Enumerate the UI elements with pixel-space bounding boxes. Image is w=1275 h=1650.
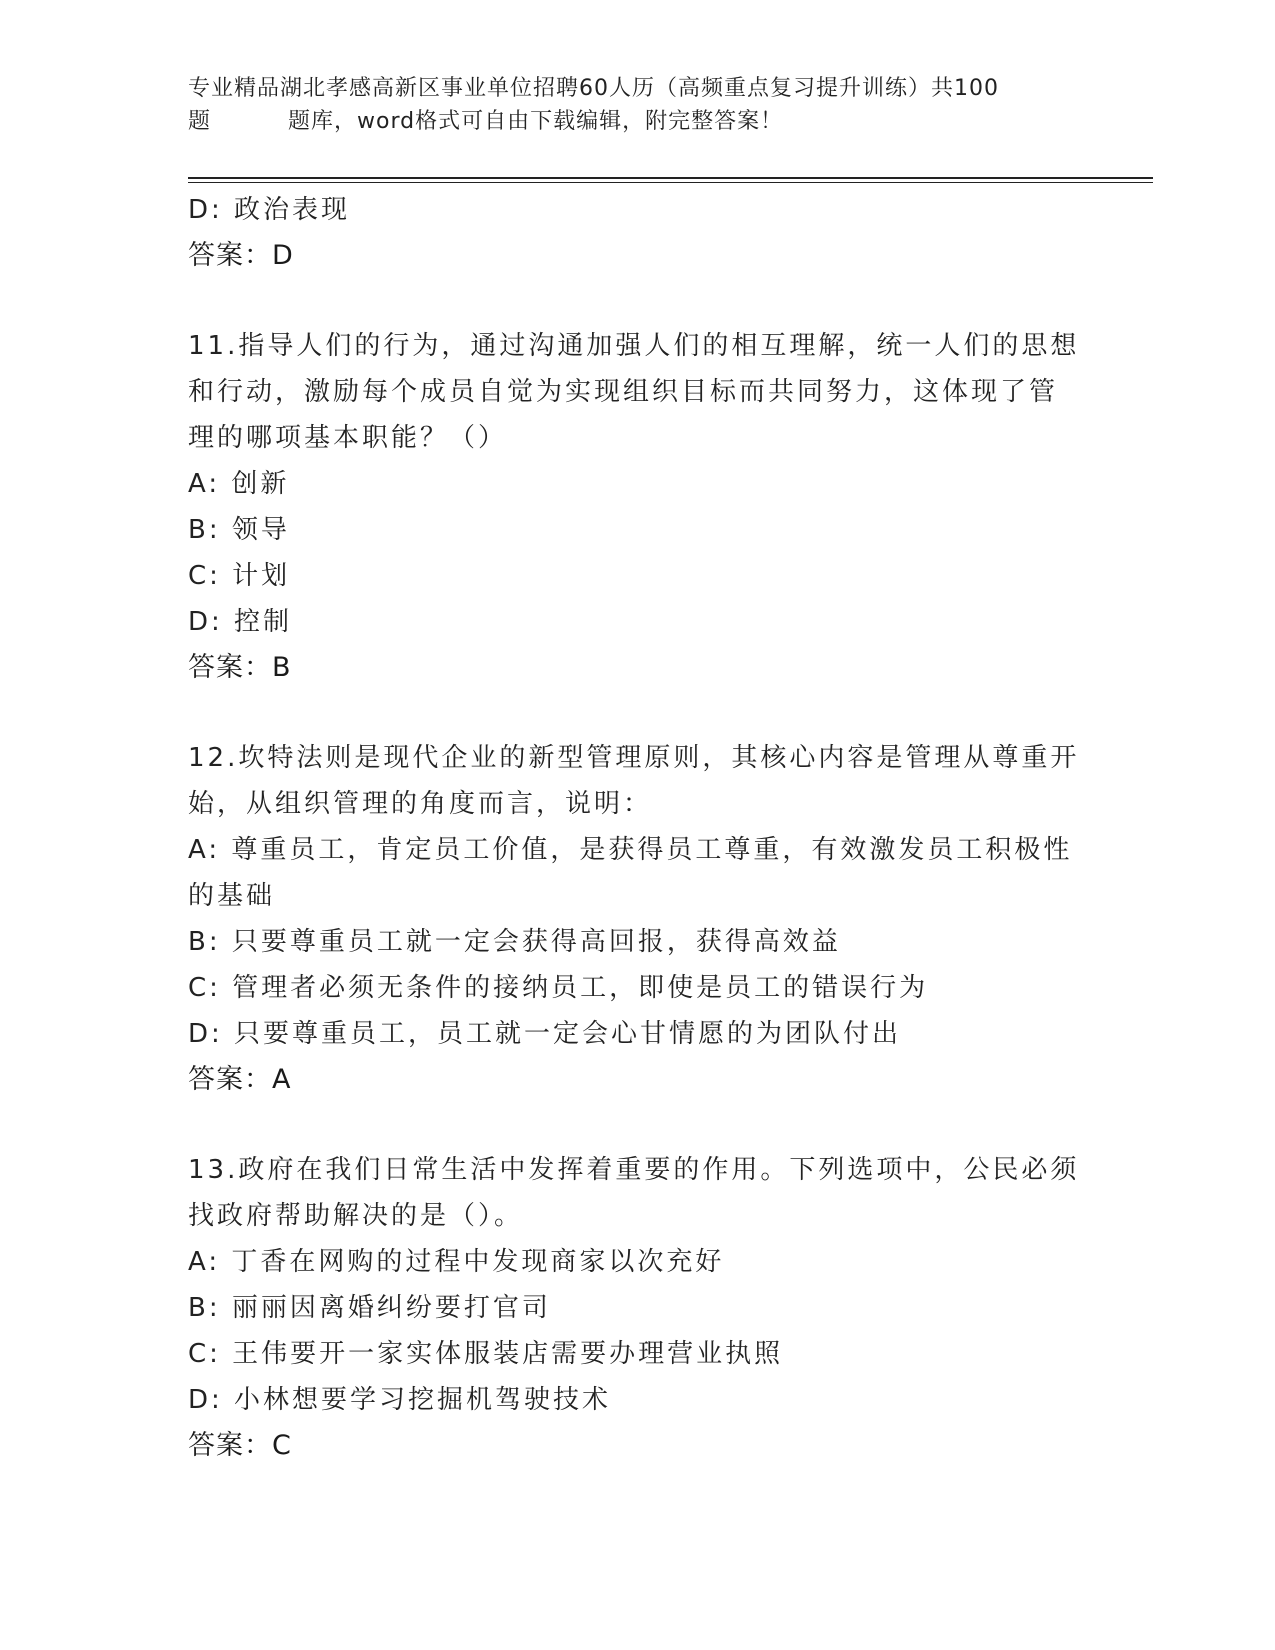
header-title-line2-rest: 题库，word格式可自由下载编辑，附完整答案！ bbox=[288, 109, 784, 134]
question-11-answer: 答案：B bbox=[188, 652, 292, 683]
question-13-option-c: C: 王伟要开一家实体服装店需要办理营业执照 bbox=[188, 1339, 784, 1369]
question-11-option-a: A: 创新 bbox=[188, 469, 290, 499]
question-13-option-b: B: 丽丽因离婚纠纷要打官司 bbox=[188, 1293, 551, 1323]
question-11-option-c: C: 计划 bbox=[188, 561, 291, 591]
prev-question-option-d: D: 政治表现 bbox=[188, 195, 351, 225]
question-11-stem-line-3: 理的哪项基本职能？（） bbox=[188, 423, 508, 453]
question-12-option-a-cont: 的基础 bbox=[188, 881, 276, 911]
question-12-option-a: A: 尊重员工，肯定员工价值，是获得员工尊重，有效激发员工积极性 bbox=[188, 835, 1073, 865]
question-12-stem-line-1: 12.坎特法则是现代企业的新型管理原则，其核心内容是管理从尊重开 bbox=[188, 743, 1080, 773]
header-title-line2 bbox=[188, 105, 1088, 138]
question-13-option-d: D: 小林想要学习挖掘机驾驶技术 bbox=[188, 1385, 612, 1415]
question-11-stem-line-1: 11.指导人们的行为，通过沟通加强人们的相互理解，统一人们的思想 bbox=[188, 331, 1080, 361]
question-11 bbox=[188, 323, 1088, 691]
spacer bbox=[188, 691, 1088, 735]
question-12-answer: 答案：A bbox=[188, 1064, 292, 1095]
question-12 bbox=[188, 735, 1088, 1103]
header-rule-thin bbox=[188, 182, 1153, 183]
question-13-stem-line-1: 13.政府在我们日常生活中发挥着重要的作用。下列选项中，公民必须 bbox=[188, 1155, 1080, 1185]
question-12-option-d: D: 只要尊重员工，员工就一定会心甘情愿的为团队付出 bbox=[188, 1019, 902, 1049]
header-title-line1: 专业精品湖北孝感高新区事业单位招聘60人历（高频重点复习提升训练）共100 bbox=[188, 76, 999, 101]
question-12-option-c: C: 管理者必须无条件的接纳员工，即使是员工的错误行为 bbox=[188, 973, 929, 1003]
document-body bbox=[188, 187, 1088, 1469]
header-title-line2-lead: 题 bbox=[188, 109, 212, 134]
question-11-option-d: D: 控制 bbox=[188, 607, 293, 637]
question-11-stem-line-2: 和行动，激励每个成员自觉为实现组织目标而共同努力，这体现了管 bbox=[188, 377, 1059, 407]
question-13 bbox=[188, 1147, 1088, 1469]
spacer bbox=[188, 279, 1088, 323]
page-header bbox=[188, 72, 1088, 138]
prev-question-answer: 答案：D bbox=[188, 240, 294, 271]
spacer bbox=[188, 1103, 1088, 1147]
header-rule-thick bbox=[188, 177, 1153, 179]
question-12-option-b: B: 只要尊重员工就一定会获得高回报，获得高效益 bbox=[188, 927, 841, 957]
question-13-option-a: A: 丁香在网购的过程中发现商家以次充好 bbox=[188, 1247, 725, 1277]
question-11-option-b: B: 领导 bbox=[188, 515, 290, 545]
question-12-stem-line-2: 始，从组织管理的角度而言，说明： bbox=[188, 789, 653, 819]
question-13-stem-line-2: 找政府帮助解决的是（）。 bbox=[188, 1201, 524, 1231]
question-13-answer: 答案：C bbox=[188, 1430, 292, 1461]
